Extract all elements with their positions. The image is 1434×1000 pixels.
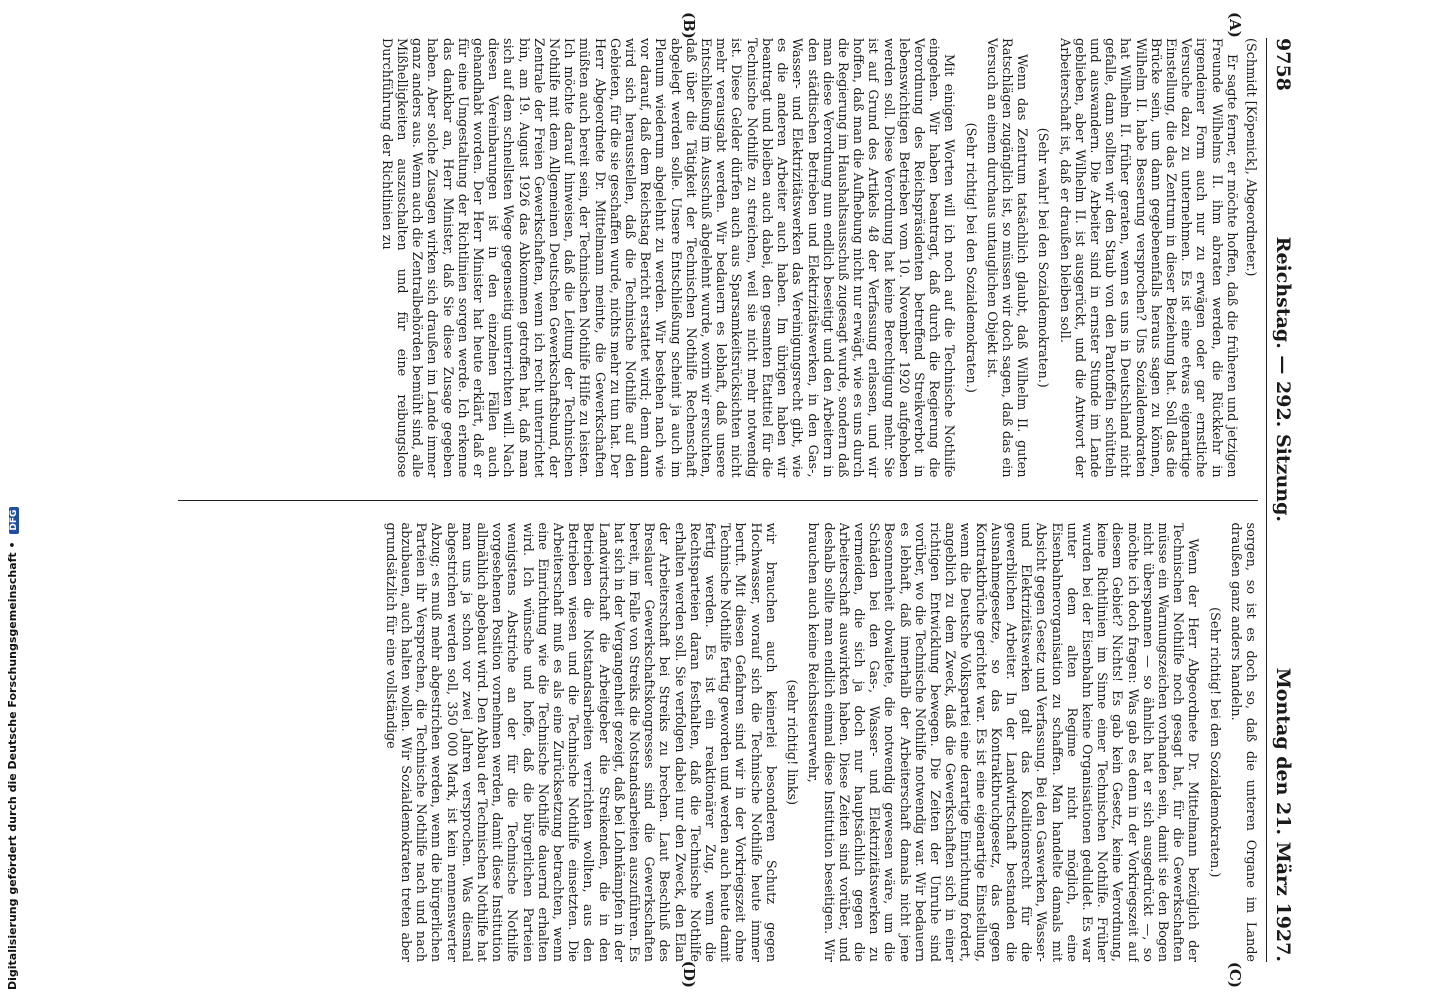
paragraph: Mit einigen Worten will ich noch auf die Technische Nothilfe eingehen. Wir haben beantragt, daß durch die Regierung die Verordnung des Reichspräsidenten betreffend Streikverbot in lebenswichtigen Betrieben vom 10. November 1920 aufgehoben werden soll. Diese Verordnung hat keine Berechtigung mehr. Sie ist auf Grund des Artikels 48 der Verfassung erlassen, und wir hoffen, daß man die Aufhebung nicht nur erwägt, wie es uns durch die Regierung im Haushaltsausschuß zugesagt wurde, sondern daß man diese Verordnung nun endlich beseitigt und den Arbeitern in den städtischen Betrieben und Elektrizitätswerken, in den Gas-, Wasser- und Elektrizitätswerken das Vereinigungsrecht gibt, wie es die anderen Arbeiter auch haben. Im übrigen haben wir beantragt und bleiben auch dabei, den gesamten Etattitel für die Technische Nothilfe zu streichen, weil sie nicht mehr notwendig ist. Diese Gelder dürfen auch aus Sparsamkeitsrücksichten nicht mehr verausgabt werden. Wir bedauern es lebhaft, daß unsere Entschließung im Ausschuß abgelehnt wurde, worin wir ersuchten, daß über die Tätigkeit der Technischen Nothilfe Rechenschaft abgelegt werden solle. Unsere Entschließung scheint ja auch im Plenum wiederum abgelehnt zu werden. Wir bestehen nach wie vor darauf, daß dem Reichstag Bericht erstattet wird; denn dann wird sich herausstellen, daß die Technische Nothilfe auf den Gebieten, für die sie geschaffen wurde, nichts mehr zu tun hat. Der Herr Abgeordnete Dr. Mittelmann meinte, die Gewerkschaften müßten auch bereit sein, der Technischen Nothilfe Hilfe zu leisten. Ich möchte darauf hinweisen, daß die Leitung der Technischen Nothilfe mit dem Allgemeinen Deutschen Gewerkschaftsbund, der Zentrale der Freien Gewerkschaften, wenn ich recht unterrichtet bin, am 19. August 1926 das Abkommen getroffen hat, daß man sich auf dem schnellsten Wege gegenseitig unterrichten will. Nach diesen Vereinbarungen ist in den einzelnen Fällen auch gehandhabt worden. Der Herr Minister hat heute erklärt, daß er für eine Umgestaltung der Richtlinien sorgen werde. Ich erkenne das dankbar an, Herr Minister, daß Sie diese Zusage gegeben haben. Aber solche Zusagen wirken sich draußen im Lande immer ganz anders aus. Wenn auch die Zentralbehörden bemüht sind, alle Mißhelligkeiten auszuschalten und für eine reibungslose Durchführung der Richtlinien zu: [378, 38, 957, 478]
margin-letter-a: (A): [1226, 12, 1244, 38]
interjection: (Sehr richtig! bei den Sozialdemokraten.): [1206, 607, 1222, 878]
margin-letter-d: (D): [680, 960, 698, 988]
dfg-logo: DFG: [9, 507, 19, 534]
paragraph: sorgen, so ist es doch so, daß die unteren Organe im Lande draußen ganz anders handeln.: [1227, 522, 1258, 962]
header-date: Montag den 21. März 1927.: [1272, 667, 1294, 962]
margin-letter-b: (B): [680, 12, 698, 39]
interjection: (Sehr wahr! bei den Sozialdemokraten.): [1035, 127, 1051, 388]
paragraph: Wenn das Zentrum tatsächlich glaubt, daß Wilhelm II. guten Ratschlägen zugänglich ist, so müssen wir doch sagen, daß das ein Versuch an einem durchaus untauglichen Objekt ist.: [983, 38, 1030, 478]
footer-credit: [6, 507, 19, 990]
column-divider: [178, 500, 1258, 501]
paragraph: wir brauchen auch keinerlei besonderen Schutz gegen Hochwasser, worauf sich die Technische Nothilfe heute immer beruft. Mit diesen Gefahren sind wir in der Vorkriegszeit ohne Technische Nothilfe fertig geworden und werden auch heute damit fertig werden. Es ist ein reaktionärer Zug, wenn die Rechtsparteien daran festhalten, daß die Technische Nothilfe erhalten werden soll. Sie verfolgen dabei nur den Zweck, den Elan der Arbeiterschaft bei Streiks zu brechen. Laut Beschluß des Breslauer Gewerkschaftskongresses sind die Gewerkschaften bereit, im Falle von Streiks die Notstandsarbeiten auszuführen. Es hat sich in der Vergangenheit gezeigt, daß bei Lohnkämpfen in der Landwirtschaft die Arbeitgeber die Streikenden, die in den Betrieben die Notstandsarbeiten verrichten wollten, aus den Betrieben wiesen und die Technische Nothilfe einsetzten. Die Arbeiterschaft muß es als eine Zurücksetzung betrachten, wenn eine Einrichtung wie die Technische Nothilfe dauernd erhalten wird. Ich wünsche und hoffe, daß die bürgerlichen Parteien wenigstens Abstriche an der für die Technische Nothilfe vorgesehenen Position vornehmen werden, damit diese Institution allmählich abgebaut wird. Den Abbau der Technischen Nothilfe hat man uns ja schon vor zwei Jahren versprochen. Was diesmal abgestrichen werden soll, 350 000 Mark, ist kein nennenswerter Abzug; es muß mehr abgestrichen werden, wenn die bürgerlichen Parteien ihr Versprechen, die Technische Nothilfe nach und nach abzubauen, auch halten wollen. Wir Sozialdemokraten treten aber grundsätzlich für eine vollständige: [382, 522, 778, 962]
interjection: (Sehr richtig! bei den Sozialdemokraten.): [962, 122, 978, 393]
paragraph: Er sagte ferner, er möchte hoffen, daß die früheren und jetzigen Freunde Wilhelms II. ihm abraten werden, die Rückkehr in irgendeiner Form auch nur zu erwägen oder gar ernstliche Versuche dazu zu unternehmen. Es ist eine etwas eigenartige Einstellung, die das Zentrum in dieser Beziehung hat. Soll das die Brücke sein, um dann gegebenenfalls heraus sagen zu können, Wilhelm II. habe Besserung versprochen? Uns Sozialdemokraten hat Wilhelm II. früher geraten, wenn es uns in Deutschland nicht gefalle, dann sollten wir den Staub von den Pantoffeln schütteln und auswandern. Die Arbeiter sind in ernster Stunde im Lande geblieben, aber Wilhelm II. ist ausgerückt, und die Antwort der Arbeiterschaft ist, daß er draußen bleiben soll.: [1056, 38, 1239, 478]
paragraph: (Schmidt [Köpenick], Abgeordneter.): [1243, 38, 1258, 277]
paragraph: Wenn der Herr Abgeordnete Dr. Mittelmann bezüglich der Technischen Nothilfe noch gesagt hat, für die Gewerkschaften müsse ein Warnungszeichen vorhanden sein, damit sie den Bogen nicht überspannen — so ähnlich hat er sich ausgedrückt —, so möchte ich doch fragen: Was gab es denn in der Vorkriegszeit auf diesem Gebiet? Nichts! Es gab kein Gesetz, keine Verordnung, keine Richtlinien im Sinne einer Technischen Nothilfe. Früher wurden bei der Eisenbahn keine Organisationen geduldet. Es war unter dem alten Regime nicht möglich, eine Eisenbahnerorganisation zu schaffen. Man handelte damals mit Absicht gegen Gesetz und Verfassung. Bei den Gaswerken, Wasser- und Elektrizitätswerken galt das Koalitionsrecht für die gewerblichen Arbeiter. In der Landwirtschaft bestanden die Ausnahmegesetze, so das Kontraktbruchgesetz, das gegen Kontraktbrüche gerichtet war. Es ist eine eigenartige Einstellung, wenn die Deutsche Volkspartei eine derartige Einrichtung fordert, angeblich zu dem Zweck, daß die Gewerkschaften sich in einer richtigen Entwicklung bewegen. Die Zeiten der Unruhe sind vorüber, wo die Technische Nothilfe notwendig war. Wir bedauern es lebhaft, daß innerhalb der Arbeiterschaft damals nicht jene Besonnenheit obwaltete, die notwendig gewesen wäre, um die Schäden bei den Gas-, Wasser- und Elektrizitätswerken zu vermeiden, die sich ja doch nur hauptsächlich gegen die Arbeiterschaft auswirkten haben. Diese Zeiten sind vorüber, und deshalb sollte man endlich einmal diese Institution beseitigen. Wir brauchen auch keine Reichssteuerwehr,: [805, 522, 1201, 962]
footer-text: Digitalisierung gefördert durch die Deutsche Forschungsgemeinschaft •: [6, 541, 19, 990]
text-columns: [178, 12, 1258, 988]
column-left: [178, 38, 1258, 478]
header-title: Reichstag. — 292. Sitzung.: [1272, 236, 1294, 522]
page-number: 9758: [1272, 38, 1294, 91]
page-header: [1266, 38, 1294, 962]
footer-strip: [0, 0, 24, 1000]
margin-letter-c: (C): [1226, 961, 1244, 988]
document-page: [130, 10, 1314, 990]
interjection: (sehr richtig! links): [784, 679, 800, 806]
column-right: [178, 523, 1258, 963]
